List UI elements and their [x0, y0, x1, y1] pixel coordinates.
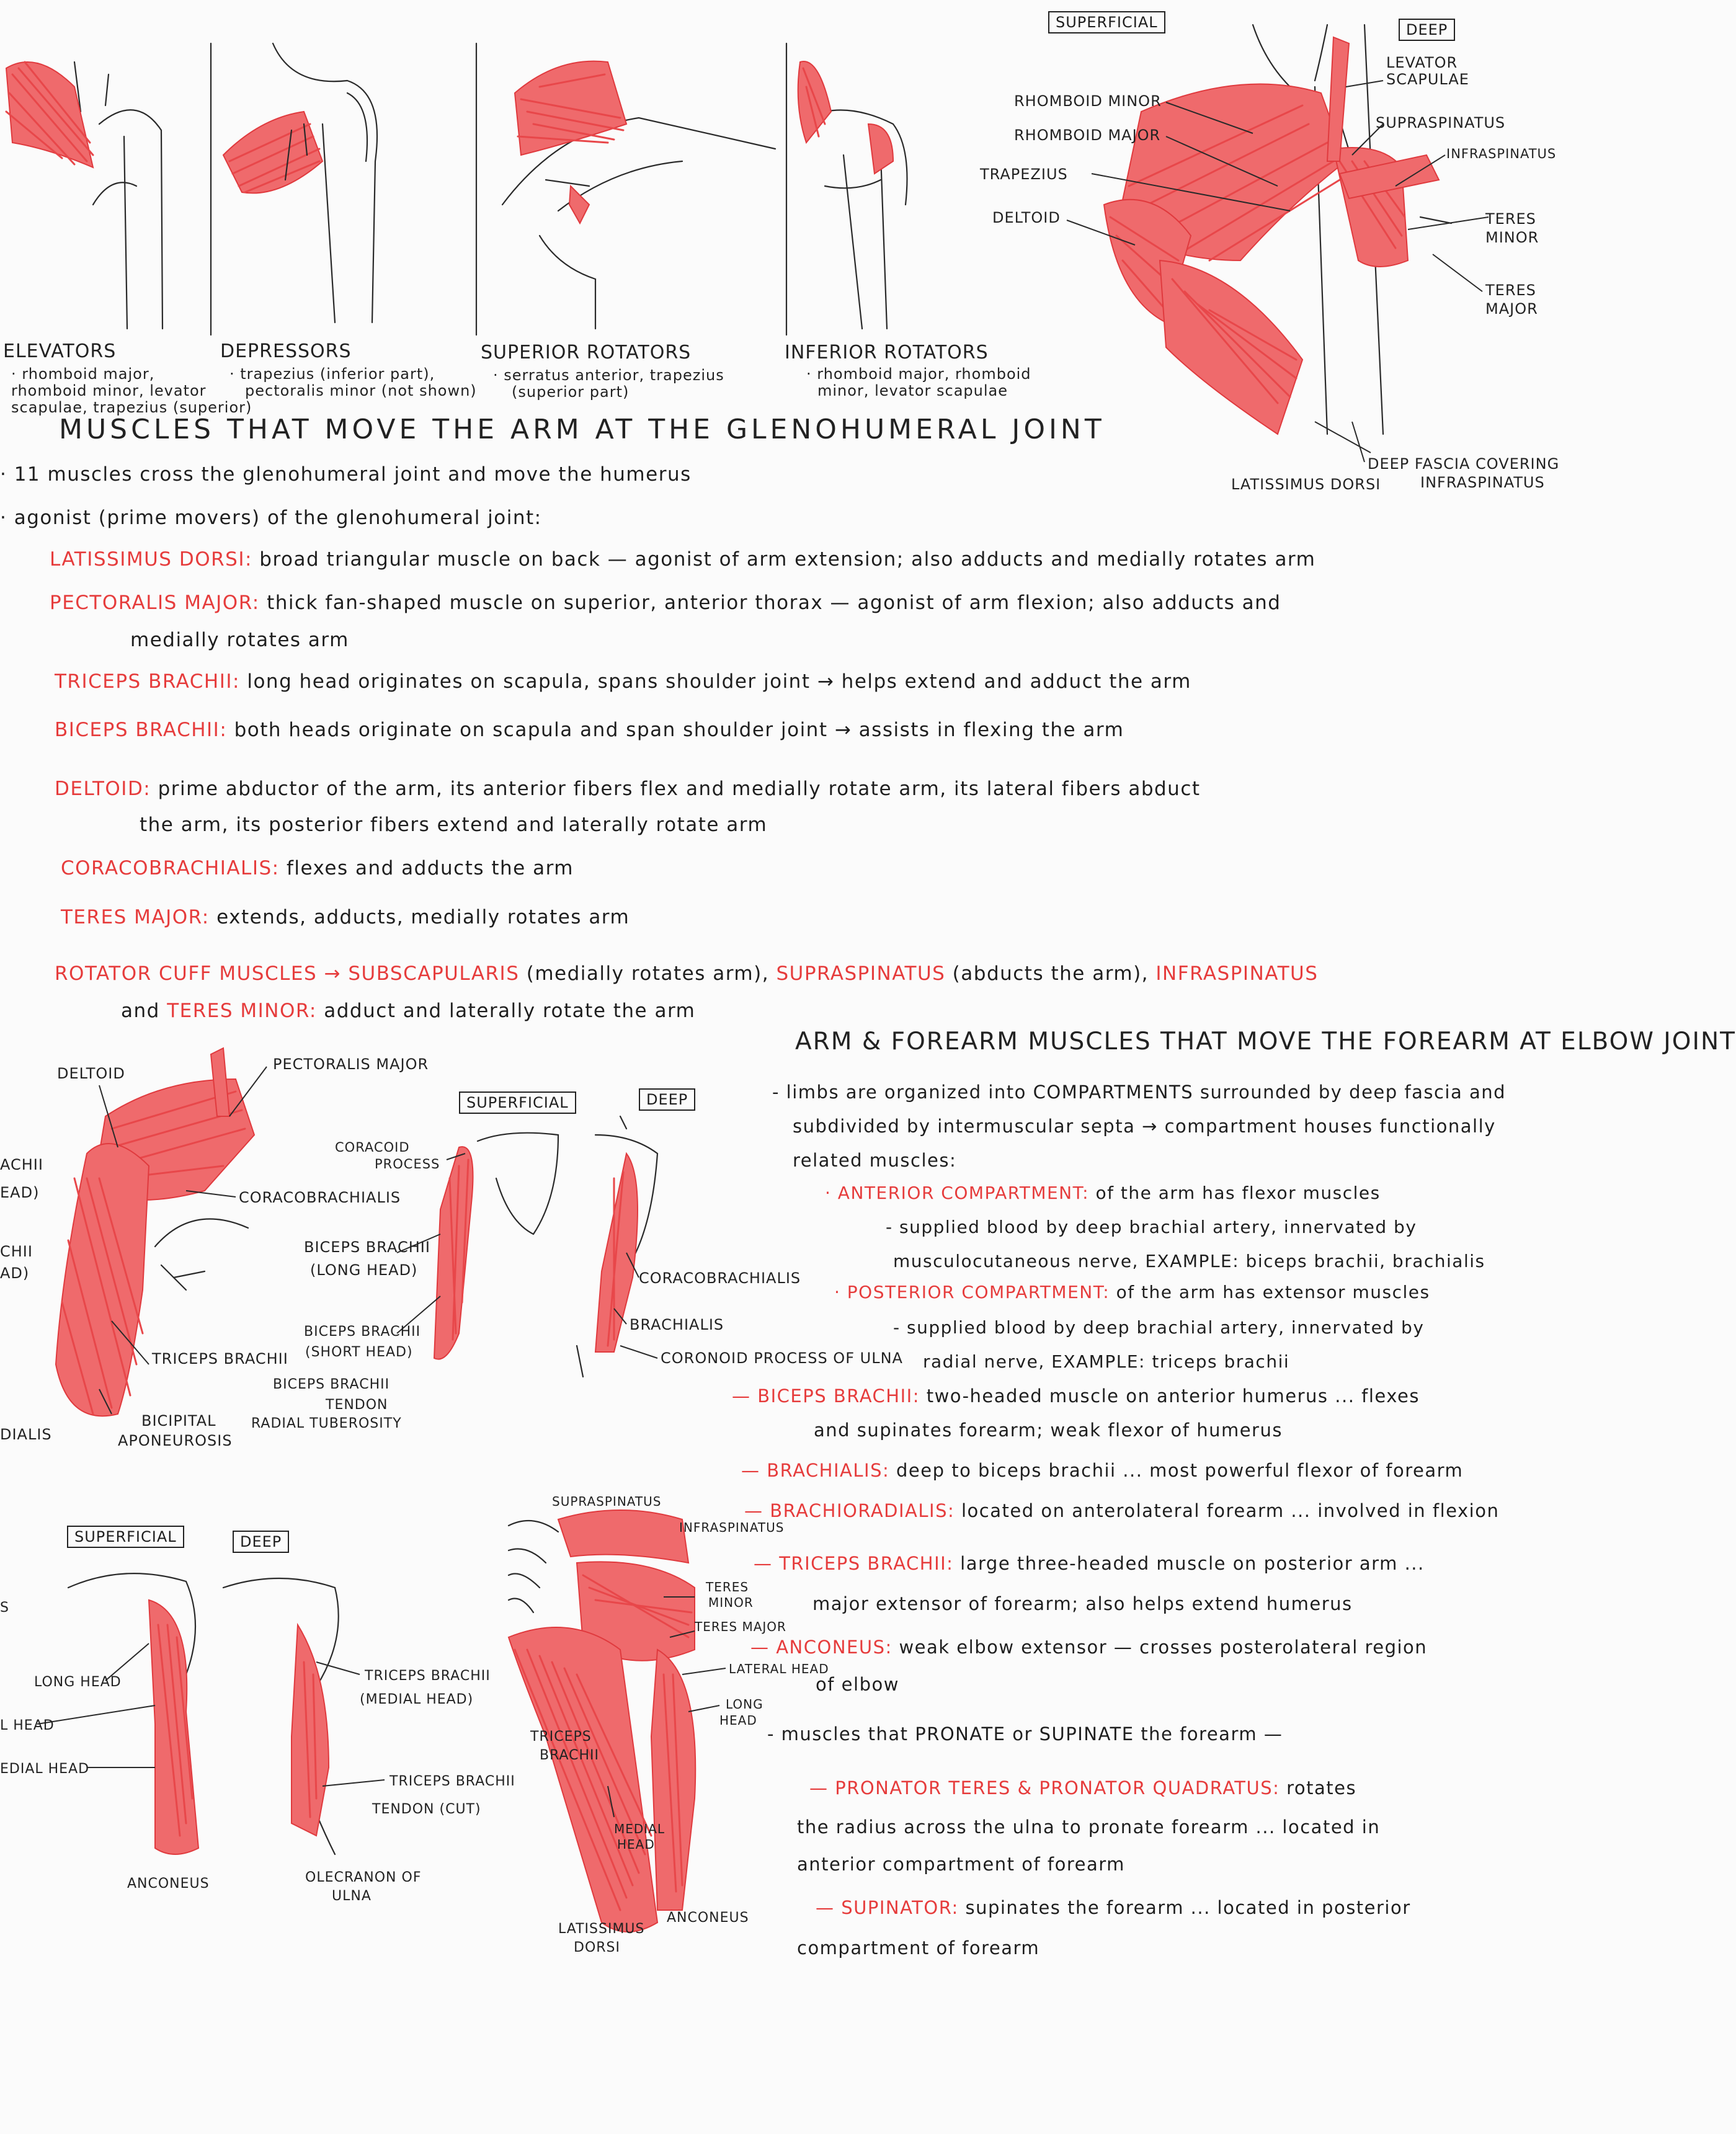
- gh-item-text: thick fan-shaped muscle on superior, anterior thorax — agonist of arm flexion; also adducts and: [267, 592, 1281, 614]
- fa-item-anconeus-cont: of elbow: [816, 1674, 899, 1695]
- anterior-compartment: [825, 1183, 1381, 1203]
- superior-rotators-line-2: (superior part): [512, 383, 630, 401]
- label-biceps-long-1: BICEPS BRACHII: [304, 1238, 430, 1256]
- label-long-head-post-2: HEAD: [719, 1713, 757, 1728]
- deep-box-top: DEEP: [1399, 19, 1455, 41]
- supinator-line: [816, 1898, 1411, 1918]
- forearm-intro-1: - limbs are organized into COMPARTMENTS surrounded by deep fascia and: [772, 1082, 1507, 1103]
- label-biceps-tendon-2: TENDON: [326, 1397, 388, 1413]
- anterior-compartment-label: · ANTERIOR COMPARTMENT:: [825, 1183, 1090, 1203]
- pronator-text: rotates: [1286, 1777, 1357, 1798]
- label-trapezius: TRAPEZIUS: [980, 166, 1068, 183]
- label-edge-5: DIALIS: [0, 1426, 52, 1443]
- pronator-line-2: the radius across the ulna to pronate forearm ... located in: [797, 1816, 1381, 1838]
- label-lateral-head-edge: L HEAD: [0, 1718, 55, 1733]
- forearm-heading: ARM & FOREARM MUSCLES THAT MOVE THE FOREARM AT ELBOW JOINT: [795, 1028, 1736, 1056]
- superficial-box-top: SUPERFICIAL: [1048, 11, 1165, 33]
- forearm-intro-2: subdivided by intermuscular septa → compartment houses functionally: [793, 1116, 1496, 1137]
- pronator-line: [809, 1778, 1356, 1798]
- superficial-box-triceps: SUPERFICIAL: [67, 1526, 184, 1548]
- label-teres-major-post: TERES MAJOR: [695, 1619, 786, 1634]
- posterior-compartment-label: · POSTERIOR COMPARTMENT:: [834, 1282, 1110, 1302]
- label-olecranon-1: OLECRANON OF: [305, 1870, 422, 1885]
- gh-item-pectoralis: [50, 592, 1281, 615]
- triceps-sketch: [68, 1573, 339, 1854]
- label-lateral-head-post: LATERAL HEAD: [729, 1661, 829, 1676]
- label-supraspinatus-top: SUPRASPINATUS: [1376, 114, 1506, 131]
- label-triceps-post-2: BRACHII: [540, 1748, 600, 1763]
- label-s-edge: S: [0, 1600, 9, 1616]
- pronate-supinate-intro: - muscles that PRONATE or SUPINATE the forearm —: [767, 1723, 1283, 1745]
- depressors-line-1: · trapezius (inferior part),: [229, 365, 435, 383]
- fa-item-name: — BRACHIORADIALIS:: [744, 1500, 955, 1521]
- gh-rotator-cuff-cont: [121, 1000, 695, 1023]
- label-teres-minor-post-2: MINOR: [708, 1595, 754, 1610]
- superior-rotators-title: SUPERIOR ROTATORS: [481, 342, 692, 363]
- label-biceps-tendon-1: BICEPS BRACHII: [273, 1377, 390, 1392]
- label-anconeus-post: ANCONEUS: [667, 1910, 749, 1926]
- label-deltoid-arm: DELTOID: [57, 1065, 125, 1082]
- anterior-sub-2: musculocutaneous nerve, EXAMPLE: biceps brachii, brachialis: [893, 1251, 1485, 1271]
- label-fascia-1: DEEP FASCIA COVERING: [1368, 455, 1560, 473]
- gh-item-coracobrachialis: [61, 858, 574, 880]
- inferior-rotators-title: INFERIOR ROTATORS: [785, 342, 989, 363]
- gh-item-name: TERES MAJOR:: [61, 906, 210, 928]
- label-latissimus-post-1: LATISSIMUS: [558, 1921, 645, 1937]
- label-edge-2: EAD): [0, 1184, 40, 1201]
- label-supraspinatus-post: SUPRASPINATUS: [552, 1494, 662, 1509]
- label-levator-1: LEVATOR: [1386, 54, 1458, 71]
- gh-rotator-cuff: [55, 963, 1318, 985]
- label-deltoid-top: DELTOID: [992, 209, 1061, 226]
- rotator-cuff-a: ROTATOR CUFF MUSCLES → SUBSCAPULARIS: [55, 963, 520, 985]
- label-triceps-medial-2: (MEDIAL HEAD): [360, 1692, 474, 1707]
- label-pectoralis-major: PECTORALIS MAJOR: [273, 1056, 429, 1073]
- label-biceps-long-2: (LONG HEAD): [310, 1261, 418, 1279]
- label-levator-2: SCAPULAE: [1386, 71, 1469, 88]
- fa-item-brachioradialis: [744, 1501, 1499, 1521]
- label-medial-head-post-1: MEDIAL: [614, 1821, 665, 1836]
- label-coronoid: CORONOID PROCESS OF ULNA: [661, 1349, 903, 1367]
- elevators-title: ELEVATORS: [3, 340, 117, 362]
- label-coracobrachialis-arm: CORACOBRACHIALIS: [239, 1189, 401, 1206]
- pronator-line-3: anterior compartment of forearm: [797, 1854, 1125, 1875]
- glenohumeral-intro-2: · agonist (prime movers) of the glenohumeral joint:: [0, 507, 542, 529]
- glenohumeral-intro-1: · 11 muscles cross the glenohumeral joint and move the humerus: [0, 463, 692, 486]
- superior-rotators-line-1: · serratus anterior, trapezius: [493, 367, 724, 384]
- glenohumeral-heading: MUSCLES THAT MOVE THE ARM AT THE GLENOHUMERAL JOINT: [59, 414, 1105, 445]
- posterior-sub-2: radial nerve, EXAMPLE: triceps brachii: [923, 1351, 1290, 1372]
- fa-item-text: located on anterolateral forearm ... involved in flexion: [961, 1500, 1500, 1521]
- supinator-text: supinates the forearm ... located in posterior: [965, 1897, 1411, 1918]
- label-teres-minor-post-1: TERES: [706, 1580, 749, 1594]
- elevators-line-2: rhomboid minor, levator: [11, 382, 207, 399]
- fa-item-anconeus: [750, 1637, 1427, 1658]
- label-teres-minor-1: TERES: [1485, 210, 1536, 228]
- gh-item-text: flexes and adducts the arm: [286, 857, 574, 879]
- label-coracoid-1: CORACOID: [335, 1140, 410, 1155]
- label-teres-major-1: TERES: [1485, 282, 1536, 299]
- gh-item-name: DELTOID:: [55, 778, 151, 800]
- label-biceps-short-1: BICEPS BRACHII: [304, 1324, 421, 1340]
- label-latissimus-top: LATISSIMUS DORSI: [1231, 476, 1381, 493]
- label-latissimus-post-2: DORSI: [574, 1940, 620, 1955]
- label-infraspinatus-top: INFRASPINATUS: [1446, 146, 1557, 161]
- fa-item-text: two-headed muscle on anterior humerus ... flexes: [926, 1385, 1420, 1407]
- rotator-cuff-f: and: [121, 1000, 160, 1022]
- elevators-sketch: [6, 62, 162, 329]
- gh-item-name: LATISSIMUS DORSI:: [50, 548, 252, 571]
- gh-item-deltoid-cont: the arm, its posterior fibers extend and laterally rotate arm: [140, 814, 768, 836]
- gh-item-biceps: [55, 719, 1124, 742]
- posterior-compartment-text: of the arm has extensor muscles: [1116, 1282, 1430, 1302]
- posterior-sub-1: - supplied blood by deep brachial artery, innervated by: [893, 1317, 1425, 1338]
- label-coracobrachialis-deep: CORACOBRACHIALIS: [639, 1269, 801, 1287]
- label-triceps-medial-1: TRICEPS BRACHII: [365, 1668, 491, 1684]
- label-rhomboid-major: RHOMBOID MAJOR: [1014, 127, 1161, 144]
- label-medial-head-edge: EDIAL HEAD: [0, 1761, 90, 1777]
- fa-item-name: — TRICEPS BRACHII:: [754, 1553, 954, 1574]
- label-bicipital-1: BICIPITAL: [141, 1412, 216, 1429]
- gh-item-deltoid: [55, 778, 1201, 801]
- forearm-intro-3: related muscles:: [793, 1150, 957, 1171]
- elevators-line-3: scapulae, trapezius (superior): [11, 399, 252, 416]
- label-radial-tuberosity: RADIAL TUBEROSITY: [251, 1416, 402, 1431]
- label-triceps-tendon-2: TENDON (CUT): [372, 1802, 481, 1817]
- label-medial-head-post-2: HEAD: [617, 1837, 655, 1852]
- deep-box-biceps: DEEP: [639, 1088, 695, 1111]
- label-teres-minor-2: MINOR: [1485, 229, 1539, 246]
- fa-item-triceps: [754, 1554, 1425, 1574]
- gh-item-name: TRICEPS BRACHII:: [55, 670, 240, 693]
- gh-item-text: long head originates on scapula, spans shoulder joint → helps extend and adduct the arm: [247, 670, 1191, 693]
- superior-rotators-sketch: [502, 61, 775, 329]
- gh-item-triceps: [55, 671, 1191, 693]
- posterior-arm-sketch: [509, 1510, 695, 1932]
- label-fascia-2: INFRASPINATUS: [1420, 474, 1545, 491]
- gh-item-name: BICEPS BRACHII:: [55, 719, 228, 741]
- label-anconeus-left: ANCONEUS: [127, 1876, 210, 1892]
- rotator-cuff-b: (medially rotates arm),: [526, 963, 770, 985]
- inferior-rotators-line-2: minor, levator scapulae: [817, 382, 1008, 399]
- fa-item-brachialis: [741, 1460, 1463, 1481]
- anterior-sub-1: - supplied blood by deep brachial artery, innervated by: [886, 1217, 1417, 1237]
- biceps-sketch: [434, 1116, 657, 1377]
- label-long-head-post-1: LONG: [726, 1697, 763, 1712]
- depressors-sketch: [223, 43, 377, 322]
- superficial-box-biceps: SUPERFICIAL: [459, 1091, 576, 1114]
- panel-dividers: [211, 43, 786, 335]
- rotator-cuff-e: INFRASPINATUS: [1155, 963, 1319, 985]
- depressors-line-2: pectoralis minor (not shown): [245, 382, 477, 399]
- gh-item-text: broad triangular muscle on back — agonist of arm extension; also adducts and medially rotates arm: [259, 548, 1316, 571]
- inferior-rotators-line-1: · rhomboid major, rhomboid: [806, 365, 1031, 383]
- gh-item-text: both heads originate on scapula and span shoulder joint → assists in flexing the arm: [234, 719, 1124, 741]
- pronator-name: — PRONATOR TERES & PRONATOR QUADRATUS:: [809, 1777, 1280, 1798]
- gh-item-name: PECTORALIS MAJOR:: [50, 592, 260, 614]
- fa-item-name: — BICEPS BRACHII:: [732, 1385, 920, 1407]
- fa-item-biceps-cont: and supinates forearm; weak flexor of humerus: [814, 1420, 1283, 1441]
- deep-box-triceps: DEEP: [233, 1531, 289, 1553]
- fa-item-text: weak elbow extensor — crosses posterolateral region: [899, 1637, 1428, 1658]
- depressors-title: DEPRESSORS: [220, 340, 352, 362]
- label-biceps-short-2: (SHORT HEAD): [305, 1345, 413, 1360]
- label-edge-4: AD): [0, 1265, 30, 1282]
- supinator-line-2: compartment of forearm: [797, 1937, 1040, 1958]
- label-triceps-tendon-1: TRICEPS BRACHII: [389, 1774, 515, 1789]
- fa-item-text: deep to biceps brachii ... most powerful flexor of forearm: [896, 1460, 1464, 1481]
- label-olecranon-2: ULNA: [332, 1888, 372, 1904]
- fa-item-name: — BRACHIALIS:: [741, 1460, 890, 1481]
- elevators-line-1: · rhomboid major,: [11, 365, 155, 383]
- label-bicipital-2: APONEUROSIS: [118, 1432, 233, 1449]
- label-teres-major-2: MAJOR: [1485, 300, 1538, 318]
- label-edge-3: CHII: [0, 1243, 33, 1260]
- label-coracoid-2: PROCESS: [375, 1157, 440, 1171]
- supinator-name: — SUPINATOR:: [816, 1897, 959, 1918]
- inferior-rotators-sketch: [798, 61, 907, 329]
- fa-item-triceps-cont: major extensor of forearm; also helps extend humerus: [812, 1593, 1353, 1614]
- gh-item-text: extends, adducts, medially rotates arm: [216, 906, 630, 928]
- gh-item-text: prime abductor of the arm, its anterior fibers flex and medially rotate arm, its lateral fibers abduct: [158, 778, 1201, 800]
- label-rhomboid-minor: RHOMBOID MINOR: [1014, 92, 1162, 110]
- rotator-cuff-d: (abducts the arm),: [952, 963, 1149, 985]
- label-brachialis-deep: BRACHIALIS: [630, 1316, 724, 1333]
- fa-item-text: large three-headed muscle on posterior arm ...: [960, 1553, 1425, 1574]
- label-long-head: LONG HEAD: [34, 1674, 122, 1690]
- gh-item-pectoralis-cont: medially rotates arm: [130, 629, 349, 651]
- gh-item-name: CORACOBRACHIALIS:: [61, 857, 280, 879]
- gh-item-latissimus: [50, 549, 1315, 571]
- fa-item-name: — ANCONEUS:: [750, 1637, 892, 1658]
- rotator-cuff-h: adduct and laterally rotate the arm: [324, 1000, 696, 1022]
- rotator-cuff-c: SUPRASPINATUS: [776, 963, 946, 985]
- anterior-compartment-text: of the arm has flexor muscles: [1095, 1183, 1381, 1203]
- gh-item-teres-major: [61, 907, 630, 929]
- posterior-compartment: [834, 1283, 1430, 1302]
- label-triceps-arm: TRICEPS BRACHII: [152, 1350, 288, 1367]
- label-triceps-post-1: TRICEPS: [530, 1729, 592, 1745]
- label-infraspinatus-post: INFRASPINATUS: [679, 1520, 785, 1535]
- rotator-cuff-g: TERES MINOR:: [167, 1000, 317, 1022]
- label-edge-1: ACHII: [0, 1156, 43, 1173]
- fa-item-biceps: [732, 1386, 1420, 1407]
